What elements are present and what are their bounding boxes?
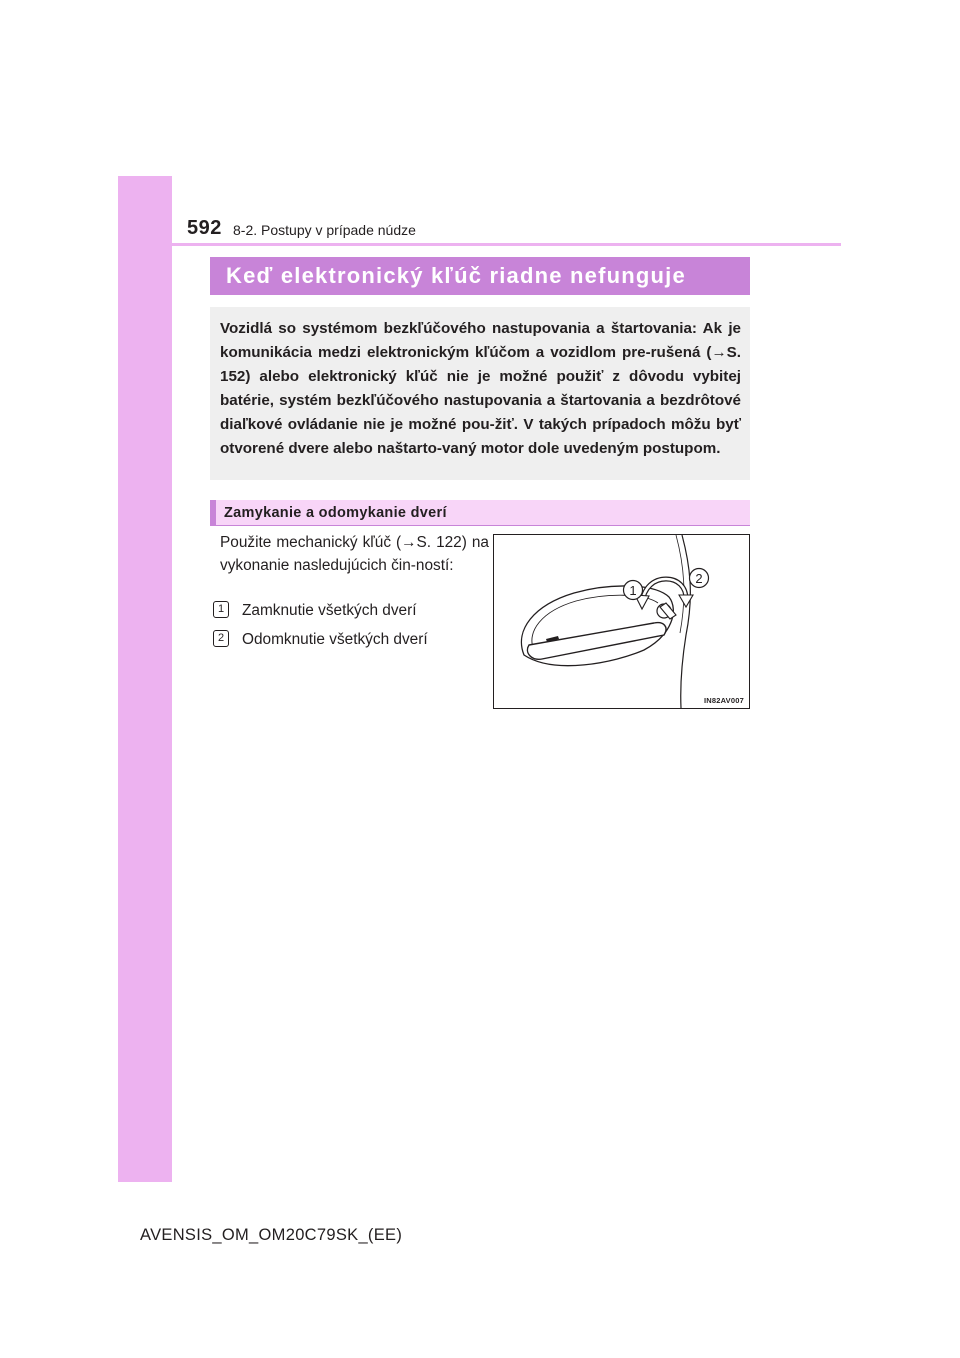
page-number: 592	[187, 217, 222, 239]
step-badge: 2	[213, 630, 229, 647]
subsection-title: Zamykanie a odomykanie dverí	[224, 505, 447, 521]
heading-title: Keď elektronický kľúč riadne nefunguje	[226, 263, 686, 288]
step-item	[213, 630, 428, 650]
callout-1: 1	[629, 583, 637, 598]
subsection-accent-bar	[210, 500, 216, 525]
header-divider	[172, 243, 841, 246]
step-item	[213, 601, 417, 621]
heading-banner	[210, 257, 750, 295]
step-text: Zamknutie všetkých dverí	[242, 602, 417, 619]
body-text: Použite mechanický kľúč (→S. 122) na vykonanie nasledujúcich čin-ností:	[220, 534, 489, 574]
door-handle-figure	[493, 534, 750, 709]
intro-text: Vozidlá so systémom bezkľúčového nastupovania a štartovania: Ak je komunikácia medzi elektronickým kľúčom a vozidlom pre-rušená (→S. 152) alebo elektronický kľúč nie je možné použiť z dôvodu vybitej batérie, systém bezkľúčového nastupovania a štartovania a bezdrôtové diaľkové ovládanie nie je možné pou-žiť. V takých prípadoch môžu byť otvorené dvere alebo naštarto-vaný motor dole uvedeným postupom.	[220, 320, 741, 457]
subsection-header	[210, 500, 750, 526]
callout-2: 2	[695, 571, 703, 586]
figure-code: IN82AV007	[703, 696, 744, 705]
step-text: Odomknutie všetkých dverí	[242, 631, 428, 648]
footer-doc-id: AVENSIS_OM_OM20C79SK_(EE)	[140, 1226, 403, 1244]
intro-box	[210, 307, 750, 480]
door-handle-illustration	[494, 535, 749, 708]
step-badge: 1	[213, 601, 229, 618]
section-title: 8-2. Postupy v prípade núdze	[233, 222, 416, 238]
side-tab	[118, 176, 172, 1182]
